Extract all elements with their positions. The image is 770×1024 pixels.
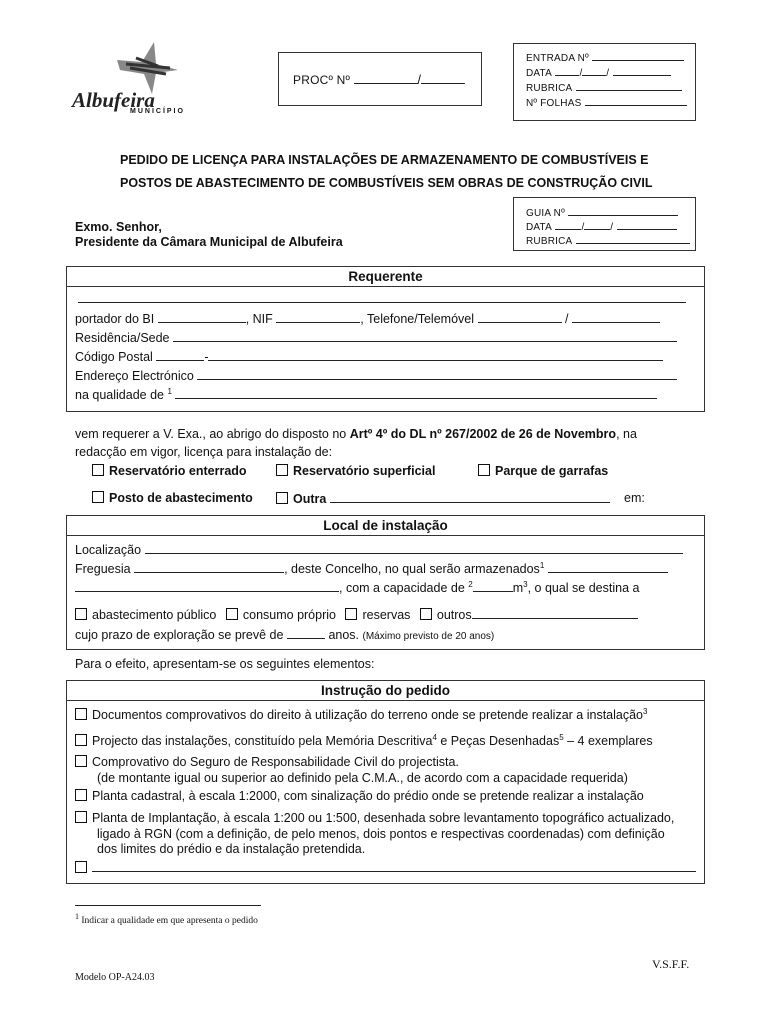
municipal-logo — [70, 40, 200, 120]
request-line2: redacção em vigor, licença para instalação de: — [75, 445, 333, 459]
item-label: – 4 exemplares — [563, 734, 653, 749]
unit-sup: 3 — [523, 580, 528, 589]
prazo-field[interactable] — [287, 627, 325, 639]
option-label: Posto de abastecimento — [109, 491, 253, 505]
footnote-ref: 2 — [468, 580, 473, 589]
reservatorio-superficial-checkbox[interactable] — [276, 464, 288, 476]
seguro-checkbox[interactable] — [75, 755, 87, 767]
local-section — [66, 515, 705, 650]
documentos-checkbox[interactable] — [75, 708, 87, 720]
entry-record-box — [513, 43, 696, 121]
email-label: Endereço Electrónico — [75, 369, 194, 383]
folhas-label: Nº FOLHAS — [526, 98, 582, 109]
phone-sep: / — [564, 312, 569, 326]
outros-field[interactable] — [472, 607, 638, 619]
proc-sep: / — [417, 73, 422, 87]
use-label: consumo próprio — [242, 608, 336, 622]
destina-label: , o qual se destina a — [527, 581, 640, 596]
footnote-ref: 3 — [643, 707, 648, 716]
qualidade-label: na qualidade de — [75, 388, 164, 403]
capacidade-label: , com a capacidade de — [339, 581, 469, 596]
cp-field-1[interactable] — [156, 349, 204, 361]
proc-number-field[interactable] — [354, 72, 418, 84]
requerente-section — [66, 266, 705, 412]
guia-label: GUIA Nº — [526, 208, 565, 219]
entry-data-sep: / — [579, 68, 583, 79]
item-label: e Peças Desenhadas — [436, 734, 560, 749]
entry-data-label: DATA — [526, 68, 552, 79]
option-label: Outra — [293, 492, 327, 506]
outros-checkbox[interactable] — [420, 608, 432, 620]
footnote-ref: 1 — [167, 387, 172, 396]
option-label: Reservatório enterrado — [109, 464, 247, 478]
instrucao-header: Instrução do pedido — [67, 681, 704, 701]
localizacao-field[interactable] — [145, 542, 683, 554]
phone-field[interactable] — [478, 311, 562, 323]
cp-sep: - — [204, 350, 209, 364]
freguesia-field[interactable] — [134, 561, 284, 573]
footnote-number: 1 — [75, 912, 79, 921]
efeito-text: Para o efeito, apresentam-se os seguintes elementos: — [75, 657, 375, 671]
produto-field-2[interactable] — [75, 580, 339, 592]
abastecimento-publico-checkbox[interactable] — [75, 608, 87, 620]
logo-subtitle: MUNICÍPIO — [130, 108, 185, 115]
guia-month-field[interactable] — [584, 218, 610, 230]
request-sentence — [75, 427, 637, 441]
footnote-ref: 1 — [539, 561, 545, 570]
guia-rubrica-field[interactable] — [576, 232, 690, 244]
localizacao-label: Localização — [75, 543, 142, 557]
capacidade-field[interactable] — [473, 580, 513, 592]
item-label: dos limites do prédio e da instalação pretendida. — [97, 842, 366, 856]
proc-year-field[interactable] — [421, 72, 465, 84]
request-post: , na — [616, 427, 637, 441]
form-title-line2: POSTOS DE ABASTECIMENTO DE COMBUSTÍVEIS SEM OBRAS DE CONSTRUÇÃO CIVIL — [120, 176, 653, 190]
entry-rubrica-label: RUBRICA — [526, 83, 573, 94]
form-title-line1: PEDIDO DE LICENÇA PARA INSTALAÇÕES DE ARMAZENAMENTO DE COMBUSTÍVEIS E — [120, 153, 649, 167]
item-label: Comprovativo do Seguro de Responsabilidade Civil do projectista. — [92, 755, 459, 769]
entrada-label: ENTRADA Nº — [526, 53, 589, 64]
reservatorio-enterrado-checkbox[interactable] — [92, 464, 104, 476]
nif-field[interactable] — [276, 311, 360, 323]
option-label: Parque de garrafas — [495, 464, 609, 478]
instrucao-section — [66, 680, 705, 884]
folhas-field[interactable] — [585, 94, 687, 106]
use-label: outros — [436, 608, 472, 622]
parque-garrafas-checkbox[interactable] — [478, 464, 490, 476]
guia-box — [513, 197, 696, 251]
other-element-checkbox[interactable] — [75, 861, 87, 873]
entry-month-field[interactable] — [582, 64, 606, 76]
item-label: ligado à RGN (com a definição, de pelo menos, dois pontos e respectivas coordenadas) com definição — [97, 827, 665, 841]
addressee-title: Presidente da Câmara Municipal de Albufeira — [75, 235, 343, 249]
use-label: abastecimento público — [92, 608, 217, 622]
footnote-text: Indicar a qualidade em que apresenta o pedido — [81, 916, 258, 927]
model-code: Modelo OP-A24.03 — [75, 972, 155, 983]
email-field[interactable] — [197, 368, 677, 380]
use-label: reservas — [362, 608, 411, 622]
reservas-checkbox[interactable] — [345, 608, 357, 620]
outra-checkbox[interactable] — [276, 492, 288, 504]
anos-label: anos. — [328, 628, 360, 642]
nif-label: , NIF — [245, 312, 273, 326]
item-label: Planta de Implantação, à escala 1:200 ou 1:500, desenhada sobre levantamento topográfico actualizado, — [92, 811, 675, 825]
footnote-ref: 5 — [559, 733, 564, 742]
requerente-header: Requerente — [67, 267, 704, 287]
produto-field[interactable] — [548, 561, 668, 573]
process-number-box — [278, 52, 482, 106]
guia-year-field[interactable] — [617, 218, 677, 230]
guia-day-field[interactable] — [555, 218, 581, 230]
bi-field[interactable] — [158, 311, 246, 323]
unit-m: m — [512, 581, 524, 596]
em-label: em: — [624, 491, 645, 505]
guia-data-sep: / — [581, 222, 585, 233]
outra-field[interactable] — [330, 491, 610, 503]
max-note: (Máximo previsto de 20 anos) — [362, 631, 495, 642]
cp-field-2[interactable] — [208, 349, 663, 361]
guia-data-label: DATA — [526, 222, 552, 233]
prazo-label: cujo prazo de exploração se prevê de — [75, 628, 284, 642]
footnote-divider — [75, 905, 261, 906]
projecto-checkbox[interactable] — [75, 734, 87, 746]
item-label: Projecto das instalações, constituído pela Memória Descritiva — [92, 734, 433, 749]
freguesia-post: , deste Concelho, no qual serão armazenados — [284, 562, 540, 577]
qualidade-field[interactable] — [175, 387, 657, 399]
option-label: Reservatório superficial — [293, 464, 436, 478]
entry-day-field[interactable] — [555, 64, 579, 76]
law-reference: Artº 4º do DL nº 267/2002 de 26 de Novembro — [349, 427, 617, 441]
entrada-field[interactable] — [592, 49, 684, 61]
proc-label: PROCº Nº — [293, 73, 351, 87]
other-element-field[interactable] — [92, 860, 696, 872]
request-pre: vem requerer a V. Exa., ao abrigo do disposto no — [75, 427, 350, 441]
phone-label: , Telefone/Telemóvel — [360, 312, 475, 326]
residencia-field[interactable] — [173, 330, 677, 342]
entry-data-sep: / — [606, 68, 610, 79]
footnote-ref: 4 — [432, 733, 437, 742]
freguesia-label: Freguesia — [75, 562, 131, 577]
vsff-label: V.S.F.F. — [652, 957, 690, 971]
footnote — [75, 912, 258, 926]
consumo-proprio-checkbox[interactable] — [226, 608, 238, 620]
name-field[interactable] — [78, 291, 686, 303]
item-label: Documentos comprovativos do direito à utilização do terreno onde se pretende realizar a instalação — [92, 708, 644, 723]
planta-implantacao-checkbox[interactable] — [75, 811, 87, 823]
addressee-salutation: Exmo. Senhor, — [75, 220, 162, 234]
mobile-field[interactable] — [572, 311, 660, 323]
guia-field[interactable] — [568, 204, 678, 216]
bi-label: portador do BI — [75, 312, 155, 326]
entry-rubrica-field[interactable] — [576, 79, 682, 91]
residencia-label: Residência/Sede — [75, 331, 170, 345]
logo-name: Albufeira — [72, 88, 155, 112]
posto-abastecimento-checkbox[interactable] — [92, 491, 104, 503]
item-label: (de montante igual ou superior ao definido pela C.M.A., de acordo com a capacidade requerida) — [97, 771, 628, 785]
item-label: Planta cadastral, à escala 1:2000, com sinalização do prédio onde se pretende realizar a instalação — [92, 789, 644, 803]
codigo-postal-label: Código Postal — [75, 350, 153, 364]
planta-cadastral-checkbox[interactable] — [75, 789, 87, 801]
guia-rubrica-label: RUBRICA — [526, 236, 573, 247]
local-header: Local de instalação — [67, 516, 704, 536]
guia-data-sep: / — [610, 222, 614, 233]
entry-year-field[interactable] — [613, 64, 671, 76]
